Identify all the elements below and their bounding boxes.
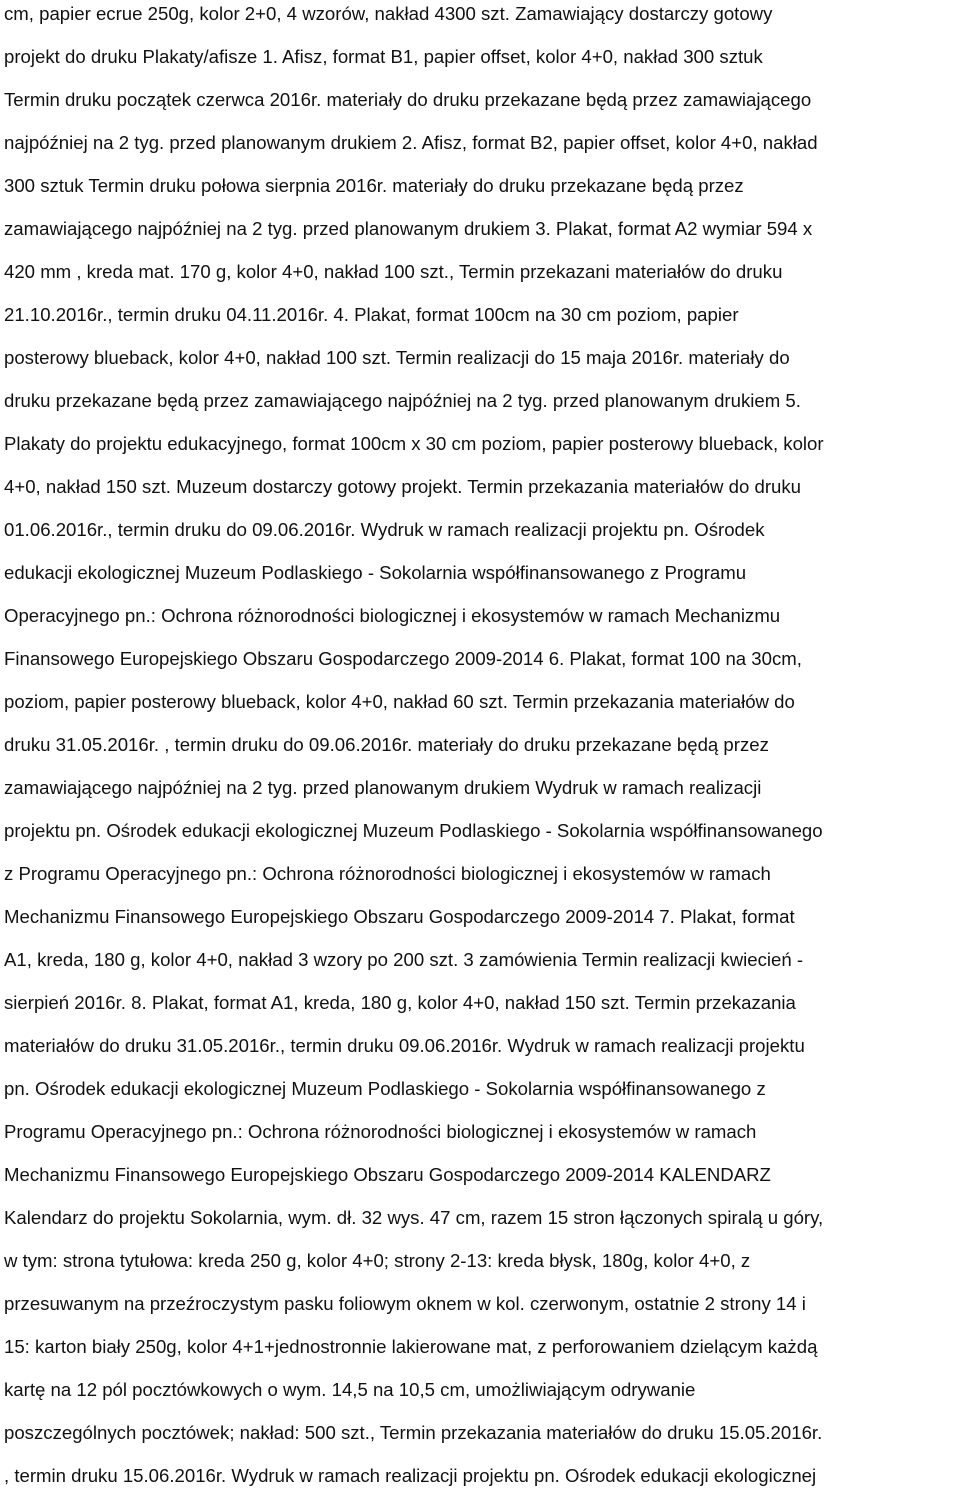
text-line: zamawiającego najpóźniej na 2 tyg. przed planowanym drukiem 3. Plakat, format A2 wymiar 594 x xyxy=(4,218,813,239)
text-line: cm, papier ecrue 250g, kolor 2+0, 4 wzorów, nakład 4300 szt. Zamawiający dostarczy gotowy xyxy=(4,3,773,24)
text-line: 4+0, nakład 150 szt. Muzeum dostarczy gotowy projekt. Termin przekazania materiałów do druku xyxy=(4,476,801,497)
text-line: projekt do druku Plakaty/afisze 1. Afisz, format B1, papier offset, kolor 4+0, nakład 300 sztuk xyxy=(4,46,763,67)
text-line: edukacji ekologicznej Muzeum Podlaskiego - Sokolarnia współfinansowanego z Programu xyxy=(4,562,747,583)
text-line: druku 31.05.2016r. , termin druku do 09.06.2016r. materiały do druku przekazane będą przez xyxy=(4,734,769,755)
text-line: druku przekazane będą przez zamawiającego najpóźniej na 2 tyg. przed planowanym drukiem 5. xyxy=(4,390,801,411)
text-line: najpóźniej na 2 tyg. przed planowanym drukiem 2. Afisz, format B2, papier offset, kolor 4+0, nakład xyxy=(4,132,818,153)
text-line: zamawiającego najpóźniej na 2 tyg. przed planowanym drukiem Wydruk w ramach realizacji xyxy=(4,777,762,798)
text-line: Plakaty do projektu edukacyjnego, format 100cm x 30 cm poziom, papier posterowy blueback, kolor xyxy=(4,433,824,454)
text-line: przesuwanym na przeźroczystym pasku foliowym oknem w kol. czerwonym, ostatnie 2 strony 14 i xyxy=(4,1293,806,1314)
text-line: poziom, papier posterowy blueback, kolor 4+0, nakład 60 szt. Termin przekazania materiałów do xyxy=(4,691,795,712)
text-line: A1, kreda, 180 g, kolor 4+0, nakład 3 wzory po 200 szt. 3 zamówienia Termin realizacji kwiecień - xyxy=(4,949,804,970)
text-line: z Programu Operacyjnego pn.: Ochrona różnorodności biologicznej i ekosystemów w ramach xyxy=(4,863,771,884)
text-line: 300 sztuk Termin druku połowa sierpnia 2016r. materiały do druku przekazane będą przez xyxy=(4,175,744,196)
text-line: sierpień 2016r. 8. Plakat, format A1, kreda, 180 g, kolor 4+0, nakład 150 szt. Termin przekazania xyxy=(4,992,796,1013)
text-line: Mechanizmu Finansowego Europejskiego Obszaru Gospodarczego 2009-2014 KALENDARZ xyxy=(4,1164,771,1185)
text-line: projektu pn. Ośrodek edukacji ekologicznej Muzeum Podlaskiego - Sokolarnia współfinansowanego xyxy=(4,820,823,841)
text-line: Kalendarz do projektu Sokolarnia, wym. dł. 32 wys. 47 cm, razem 15 stron łączonych spiralą u góry, xyxy=(4,1207,824,1228)
text-line: Finansowego Europejskiego Obszaru Gospodarczego 2009-2014 6. Plakat, format 100 na 30cm, xyxy=(4,648,802,669)
text-line: 15: karton biały 250g, kolor 4+1+jednostronnie lakierowane mat, z perforowaniem dzielącym każdą xyxy=(4,1336,818,1357)
text-line: w tym: strona tytułowa: kreda 250 g, kolor 4+0; strony 2-13: kreda błysk, 180g, kolor 4+0, z xyxy=(4,1250,751,1271)
text-line: pn. Ośrodek edukacji ekologicznej Muzeum Podlaskiego - Sokolarnia współfinansowanego z xyxy=(4,1078,766,1099)
text-line: posterowy blueback, kolor 4+0, nakład 100 szt. Termin realizacji do 15 maja 2016r. materiały do xyxy=(4,347,790,368)
text-line: 21.10.2016r., termin druku 04.11.2016r. 4. Plakat, format 100cm na 30 cm poziom, papier xyxy=(4,304,739,325)
text-line: 420 mm , kreda mat. 170 g, kolor 4+0, nakład 100 szt., Termin przekazani materiałów do druku xyxy=(4,261,783,282)
text-line: 01.06.2016r., termin druku do 09.06.2016r. Wydruk w ramach realizacji projektu pn. Ośrodek xyxy=(4,519,765,540)
text-line: materiałów do druku 31.05.2016r., termin druku 09.06.2016r. Wydruk w ramach realizacji projektu xyxy=(4,1035,805,1056)
text-line: poszczególnych pocztówek; nakład: 500 szt., Termin przekazania materiałów do druku 15.05.2016r. xyxy=(4,1422,823,1443)
text-line: kartę na 12 pól pocztówkowych o wym. 14,5 na 10,5 cm, umożliwiającym odrywanie xyxy=(4,1379,696,1400)
text-line: Termin druku początek czerwca 2016r. materiały do druku przekazane będą przez zamawiającego xyxy=(4,89,812,110)
text-line: Programu Operacyjnego pn.: Ochrona różnorodności biologicznej i ekosystemów w ramach xyxy=(4,1121,757,1142)
text-line: , termin druku 15.06.2016r. Wydruk w ramach realizacji projektu pn. Ośrodek edukacji ekologicznej xyxy=(4,1465,817,1486)
text-line: Mechanizmu Finansowego Europejskiego Obszaru Gospodarczego 2009-2014 7. Plakat, format xyxy=(4,906,795,927)
document-body xyxy=(4,0,960,1497)
text-line: Operacyjnego pn.: Ochrona różnorodności biologicznej i ekosystemów w ramach Mechanizmu xyxy=(4,605,781,626)
